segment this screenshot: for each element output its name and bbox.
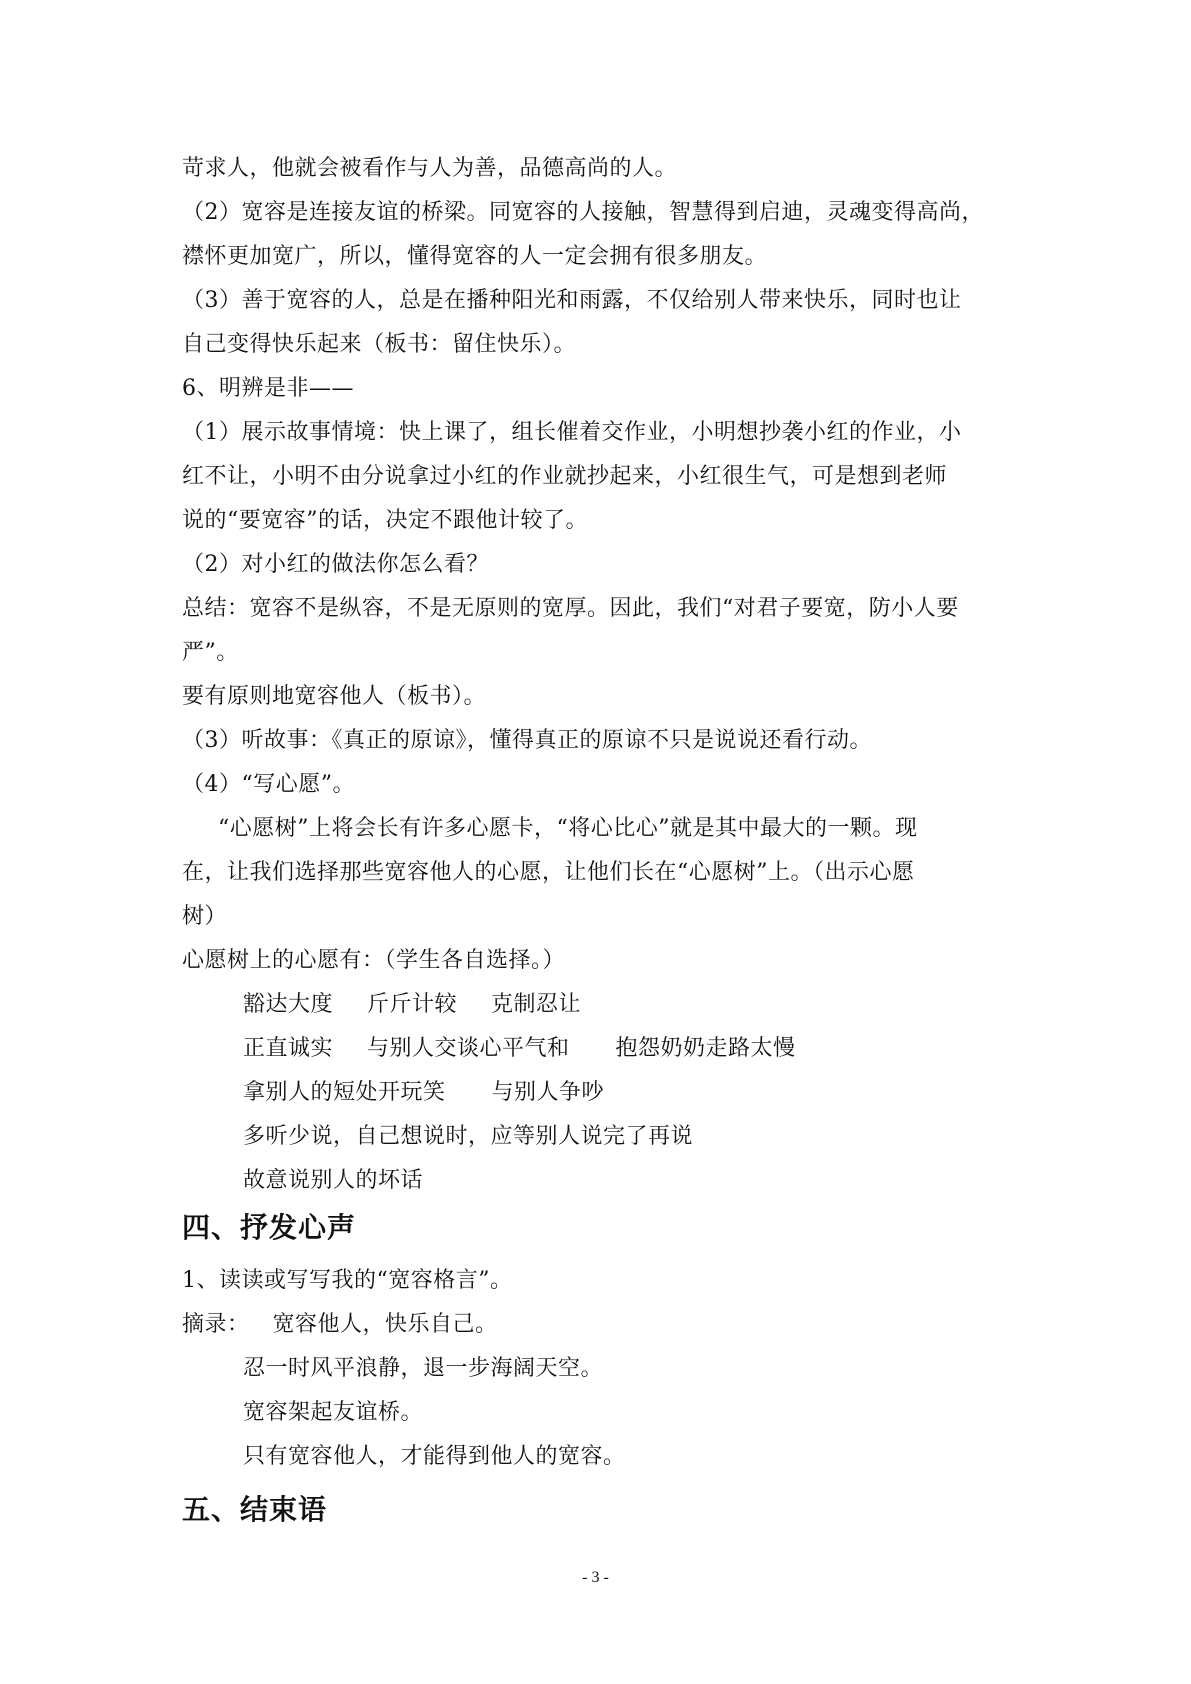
paragraph-line: 说的“要宽容”的话，决定不跟他计较了。 bbox=[182, 508, 588, 533]
paragraph-line: 严”。 bbox=[182, 640, 239, 665]
paragraph-line: （2）对小红的做法你怎么看？ bbox=[182, 552, 489, 577]
section-item-title: 6、明辨是非—— bbox=[182, 376, 354, 401]
page-number: - 3 - bbox=[582, 1569, 609, 1586]
excerpt-text: 只有宽容他人，才能得到他人的宽容。 bbox=[243, 1444, 626, 1469]
paragraph-line: 总结：宽容不是纵容，不是无原则的宽厚。因此，我们“对君子要宽，防小人要 bbox=[182, 596, 959, 621]
wish-row bbox=[243, 1034, 796, 1064]
paragraph-line: （1）展示故事情境：快上课了，组长催着交作业，小明想抄袭小红的作业，小 bbox=[182, 420, 962, 445]
paragraph-line: 襟怀更加宽广，所以，懂得宽容的人一定会拥有很多朋友。 bbox=[182, 244, 768, 269]
paragraph-line: 红不让，小明不由分说拿过小红的作业就抄起来，小红很生气，可是想到老师 bbox=[182, 464, 948, 489]
wish-option: 与别人交谈心平气和 bbox=[367, 1036, 570, 1061]
paragraph-line: 自己变得快乐起来（板书：留住快乐）。 bbox=[182, 332, 577, 357]
wish-option: 多听少说，自己想说时，应等别人说完了再说 bbox=[243, 1124, 694, 1149]
paragraph-line: 苛求人，他就会被看作与人为善，品德高尚的人。 bbox=[182, 156, 678, 181]
wish-option: 与别人争吵 bbox=[491, 1080, 605, 1105]
wish-option: 豁达大度 bbox=[243, 992, 334, 1017]
paragraph-line: 树） bbox=[182, 904, 228, 929]
wish-option: 克制忍让 bbox=[491, 992, 582, 1017]
wish-option: 斤斤计较 bbox=[367, 992, 458, 1017]
wish-option: 故意说别人的坏话 bbox=[243, 1168, 424, 1193]
wish-row bbox=[243, 990, 581, 1020]
wish-option: 抱怨奶奶走路太慢 bbox=[615, 1036, 796, 1061]
wish-row bbox=[243, 1078, 604, 1108]
paragraph-line: （2）宽容是连接友谊的桥梁。同宽容的人接触，智慧得到启迪，灵魂变得高尚， bbox=[182, 200, 984, 225]
paragraph-line: 在，让我们选择那些宽容他人的心愿，让他们长在“心愿树”上。（出示心愿 bbox=[182, 860, 915, 885]
section-heading: 五、结束语 bbox=[182, 1493, 328, 1526]
excerpt-label: 摘录： bbox=[182, 1312, 250, 1337]
wish-row bbox=[243, 1122, 693, 1152]
paragraph-line: （3）善于宽容的人，总是在播种阳光和雨露，不仅给别人带来快乐，同时也让 bbox=[182, 288, 962, 313]
excerpt-text: 宽容他人，快乐自己。 bbox=[272, 1312, 498, 1337]
wish-option: 正直诚实 bbox=[243, 1036, 334, 1061]
paragraph-line: “心愿树”上将会长有许多心愿卡，“将心比心”就是其中最大的一颗。现 bbox=[218, 816, 918, 841]
wish-row bbox=[243, 1166, 423, 1196]
wish-option: 拿别人的短处开玩笑 bbox=[243, 1080, 446, 1105]
paragraph-line: 1、读读或写写我的“宽容格言”。 bbox=[182, 1268, 513, 1293]
excerpt-text: 宽容架起友谊桥。 bbox=[243, 1400, 424, 1425]
section-heading: 四、抒发心声 bbox=[182, 1211, 357, 1244]
paragraph-line: （4）“写心愿”。 bbox=[182, 772, 355, 797]
paragraph-line: 心愿树上的心愿有：（学生各自选择。） bbox=[182, 948, 566, 973]
paragraph-line: 要有原则地宽容他人（板书）。 bbox=[182, 684, 487, 709]
excerpt-line bbox=[182, 1310, 498, 1340]
excerpt-text: 忍一时风平浪静，退一步海阔天空。 bbox=[243, 1356, 604, 1381]
paragraph-line: （3）听故事：《真正的原谅》，懂得真正的原谅不只是说说还看行动。 bbox=[182, 728, 872, 753]
